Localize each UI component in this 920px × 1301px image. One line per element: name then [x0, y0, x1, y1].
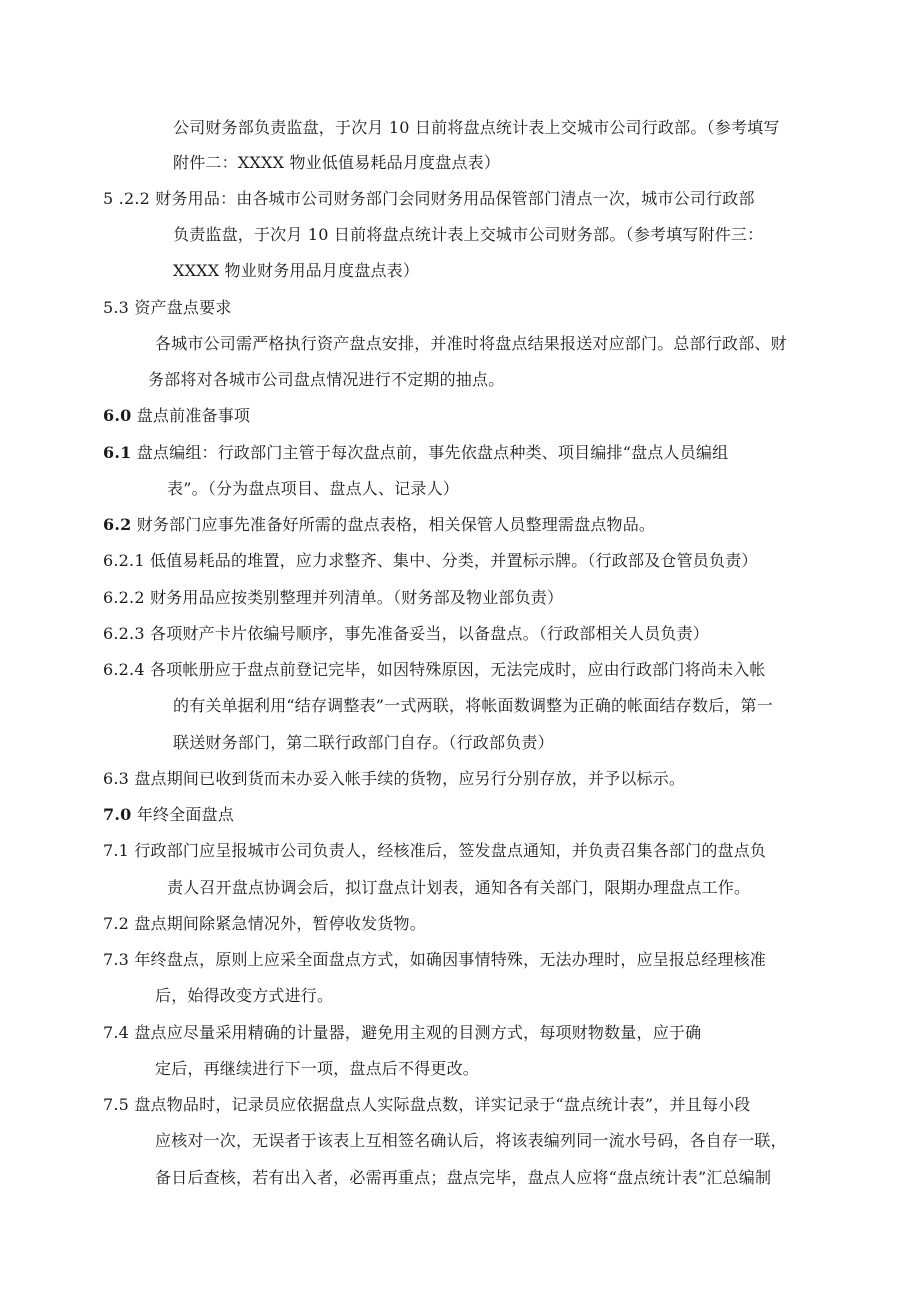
text-line: 公司财务部负责监盘，于次月 10 日前将盘点统计表上交城市公司行政部。（参考填写: [173, 118, 780, 137]
clause-line: [103, 514, 655, 536]
clause-line: 6.2.1 低值易耗品的堆置，应力求整齐、集中、分类，并置标示牌。（行政部及仓管员负责）: [103, 551, 758, 570]
text-line: 附件二：XXXX 物业低值易耗品月度盘点表）: [173, 153, 501, 172]
text-line: 联送财务部门，第二联行政部门自存。（行政部负责）: [173, 733, 554, 752]
clause-number: 6.1: [103, 443, 132, 462]
clause-line: 7.1 行政部门应呈报城市公司负责人，经核准后，签发盘点通知，并负责召集各部门的盘点负: [103, 841, 767, 860]
clause-number: 6.0: [103, 406, 132, 425]
clause-line: 7.3 年终盘点，原则上应采全面盘点方式，如确因事情特殊，无法办理时，应呈报总经理核准: [103, 950, 767, 969]
clause-line: 6.2.4 各项帐册应于盘点前登记完毕，如因特殊原因，无法完成时，应由行政部门将尚未入帐: [103, 660, 766, 679]
text-line: 表”。（分为盘点项目、盘点人、记录人）: [167, 479, 459, 498]
clause-line: 6.2.3 各项财产卡片依编号顺序，事先准备妥当，以备盘点。（行政部相关人员负责）: [103, 624, 709, 643]
text-line: 后，始得改变方式进行。: [155, 986, 334, 1005]
text-line: 备日后查核，若有出入者，必需再重点；盘点完毕，盘点人应将“盘点统计表”汇总编制: [155, 1168, 772, 1187]
clause-line: 7.4 盘点应尽量采用精确的计量器，避免用主观的目测方式，每项财物数量，应于确: [103, 1023, 702, 1042]
clause-number: 6.2: [103, 515, 132, 534]
text-line: 5 .2.2 财务用品：由各城市公司财务部门会同财务用品保管部门清点一次，城市公司行政部: [103, 189, 755, 208]
text-line: 务部将对各城市公司盘点情况进行不定期的抽点。: [148, 370, 505, 389]
clause-number: 7.0: [103, 805, 132, 824]
clause-line: [103, 442, 728, 464]
clause-text: 盘点编组：行政部门主管于每次盘点前，事先依盘点种类、项目编排“盘点人员编组: [131, 443, 729, 462]
text-line: 的有关单据利用“结存调整表”一式两联，将帐面数调整为正确的帐面结存数后，第一: [173, 696, 773, 715]
text-line: 负责监盘，于次月 10 日前将盘点统计表上交城市公司财务部。（参考填写附件三：: [173, 225, 764, 244]
clause-line: 6.2.2 财务用品应按类别整理并列清单。（财务部及物业部负责）: [103, 588, 564, 607]
clause-text: 财务部门应事先准备好所需的盘点表格，相关保管人员整理需盘点物品。: [131, 515, 656, 534]
text-line: 定后，再继续进行下一项，盘点后不得更改。: [155, 1059, 480, 1078]
text-line: 责人召开盘点协调会后，拟订盘点计划表，通知各有关部门，限期办理盘点工作。: [167, 878, 751, 897]
clause-line: 7.2 盘点期间除紧急情况外，暂停收发货物。: [103, 914, 426, 933]
clause-text: 盘点前准备事项: [131, 406, 251, 425]
clause-line: 6.3 盘点期间已收到货而未办妥入帐手续的货物，应另行分别存放，并予以标示。: [103, 769, 686, 788]
text-line: 各城市公司需严格执行资产盘点安排，并准时将盘点结果报送对应部门。总部行政部、财: [155, 334, 787, 353]
section-heading: [103, 804, 234, 826]
section-heading: [103, 405, 250, 427]
text-line: 应核对一次，无误者于该表上互相签名确认后，将该表编列同一流水号码，各自存一联，: [155, 1131, 787, 1150]
clause-text: 年终全面盘点: [131, 805, 234, 824]
section-heading: 5.3 资产盘点要求: [103, 298, 232, 317]
clause-line: 7.5 盘点物品时，记录员应依据盘点人实际盘点数，详实记录于“盘点统计表”，并且每小段: [103, 1095, 751, 1114]
text-line: XXXX 物业财务用品月度盘点表）: [173, 261, 420, 280]
